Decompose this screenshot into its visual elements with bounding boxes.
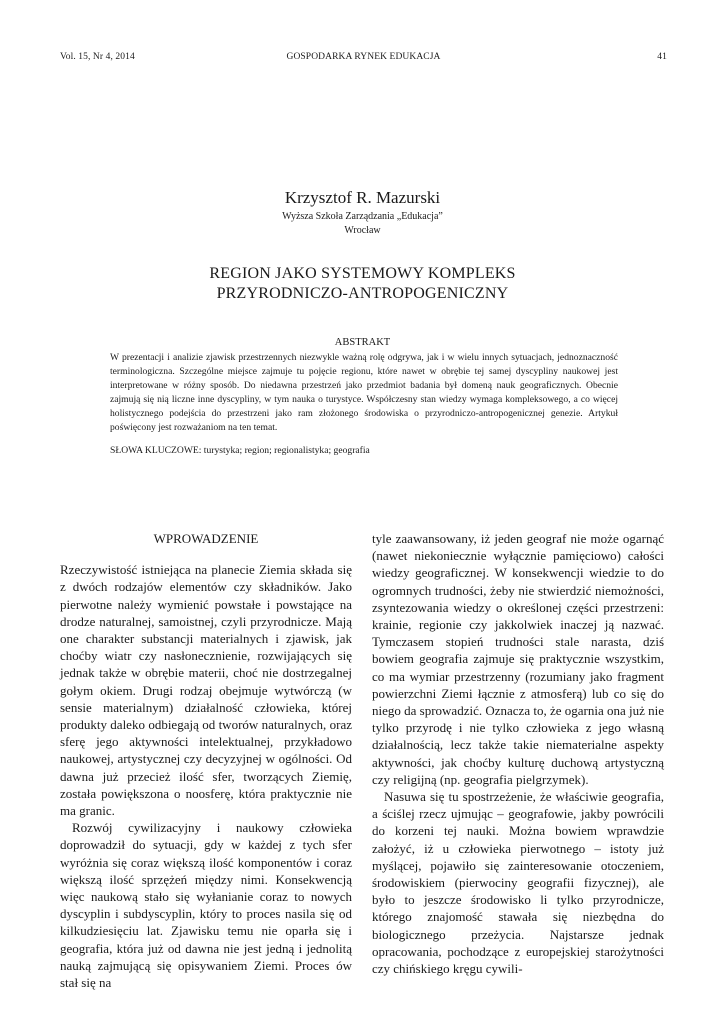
paragraph-1: Rzeczywistość istniejąca na planecie Ziemia składa się z dwóch rodzajów elementów czy składników. Jako pierwotne należy wymienić powstałe i powstające na drodze naturalnej, samoistnej, czyli przyrodnicze. Mają one charakter substancji materialnych i zjawisk, jak choćby wiatr czy nasłonecznienie, rozwijających się jednak także w obrębie materii, choć nie dostrzegalnej gołym okiem. Drugi rodzaj obejmuje wytwórczą (w sensie materialnym) działalność człowieka, której produkty daleko odbiegają od tworów naturalnych, oraz sferę jego aktywności intelektualnej, przykładowo naukowej, artystycznej czy decyzyjnej w ogólności. Od dawna już przecież ilość sfer, tworzących Ziemię, została powiększona o noosferę, która praktycznie nie ma granic. xyxy=(60,562,352,819)
abstract-text: W prezentacji i analizie zjawisk przestrzennych niezwykle ważną rolę odgrywa, jak i w wielu innych sytuacjach, jednoznaczność terminologiczna. Szczególne miejsce zajmuje tu pojęcie regionu, które nawet w obrębie tej samej dyscypliny naukowej jest interpretowane w różny sposób. Do niedawna przestrzeń jako przedmiot badania był domeną nauk geograficznych. Obecnie zajmują się nią liczne inne dyscypliny, w tym nauka o turystyce. Współczesny stan wiedzy wymaga kompleksowego, a co więcej holistycznego podejścia do przestrzeni jako ram złożonego środowiska o przyrodniczo-antropogenicznej genezie. Artykuł poświęcony jest rozważaniom na ten temat. xyxy=(110,352,618,433)
author-name: Krzysztof R. Mazurski xyxy=(284,188,441,207)
journal-name: GOSPODARKA RYNEK EDUKACJA xyxy=(286,52,441,62)
affiliation-city: Wrocław xyxy=(344,225,381,236)
paragraph-2: Rozwój cywilizacyjny i naukowy człowieka doprowadził do sytuacji, gdy w każdej z tych sfer wyróżnia się coraz większą ilość komponentów i coraz większą ilość sprzężeń między nimi. Konsekwencją więc naukową stało się wyłanianie coraz to nowych dyscyplin i subdyscyplin, który to proces nasila się od kilkudziesięciu lat. Zjawisku temu nie oparła się i geografia, która już od dawna nie jest jedną i jednolitą nauką zajmującą się opisywaniem Ziemi. Proces ów stał się na xyxy=(60,820,352,991)
paragraph-2-continued: tyle zaawansowany, iż jeden geograf nie może ogarnąć (nawet niekoniecznie wyłącznie pamięciowo) całości wiedzy geograficznej. W konsekwencji wiedzie to do ogromnych trudności, żeby nie stwierdzić niemożności, zsyntezowania wiedzy o określonej części przestrzeni: krainie, regionie czy jakkolwiek inaczej ją nazwać. Tymczasem stopień trudności stale narasta, dziś bowiem geografia zajmuje się praktycznie wszystkim, co ma wymiar przestrzenny (rozumiany jako fragment powierzchni Ziemi łącznie z atmosferą) lub co się do niego da sprowadzić. Oznacza to, że ogarnia ona już nie tylko przyrodę i nie tylko człowieka z jego własną działalnością, lecz także takie niematerialne aspekty aktywności, jak choćby kulturę duchową artystyczną czy religijną (np. geografia pielgrzymek). xyxy=(372,531,665,787)
page-number: 41 xyxy=(657,52,667,62)
body-column-left xyxy=(60,530,352,991)
running-header xyxy=(60,52,667,66)
abstract-heading: ABSTRAKT xyxy=(334,337,391,348)
journal-volume: Vol. 15, Nr 4, 2014 xyxy=(60,52,135,62)
article-title xyxy=(0,264,725,304)
title-line-2: PRZYRODNICZO-ANTROPOGENICZNY xyxy=(216,285,509,302)
paragraph-3: Nasuwa się tu spostrzeżenie, że właściwie geografia, a ściślej rzecz ujmując – geografowie, jakby powrócili do korzeni tej nauki. Można bowiem wprawdzie założyć, iż u człowieka pierwotnego – istoty już myślącej, pojawiło się zainteresowanie otoczeniem, środowiskiem (pierwociny geografii fizycznej), ale było to jeszcze środowisko li tylko przyrodnicze, którego znajomość stawała się niezbędna do biologicznego przeżycia. Najstarsze jednak opracowania, pochodzące z europejskiej starożytności czy chińskiego kręgu cywili- xyxy=(372,789,664,977)
section-heading: WPROWADZENIE xyxy=(153,531,259,546)
title-line-1: REGION JAKO SYSTEMOWY KOMPLEKS xyxy=(209,265,516,282)
body-column-right xyxy=(372,530,664,977)
keywords: SŁOWA KLUCZOWE: turystyka; region; regionalistyka; geografia xyxy=(110,445,370,456)
affiliation-school: Wyższa Szkoła Zarządzania „Edukacja” xyxy=(282,211,443,222)
